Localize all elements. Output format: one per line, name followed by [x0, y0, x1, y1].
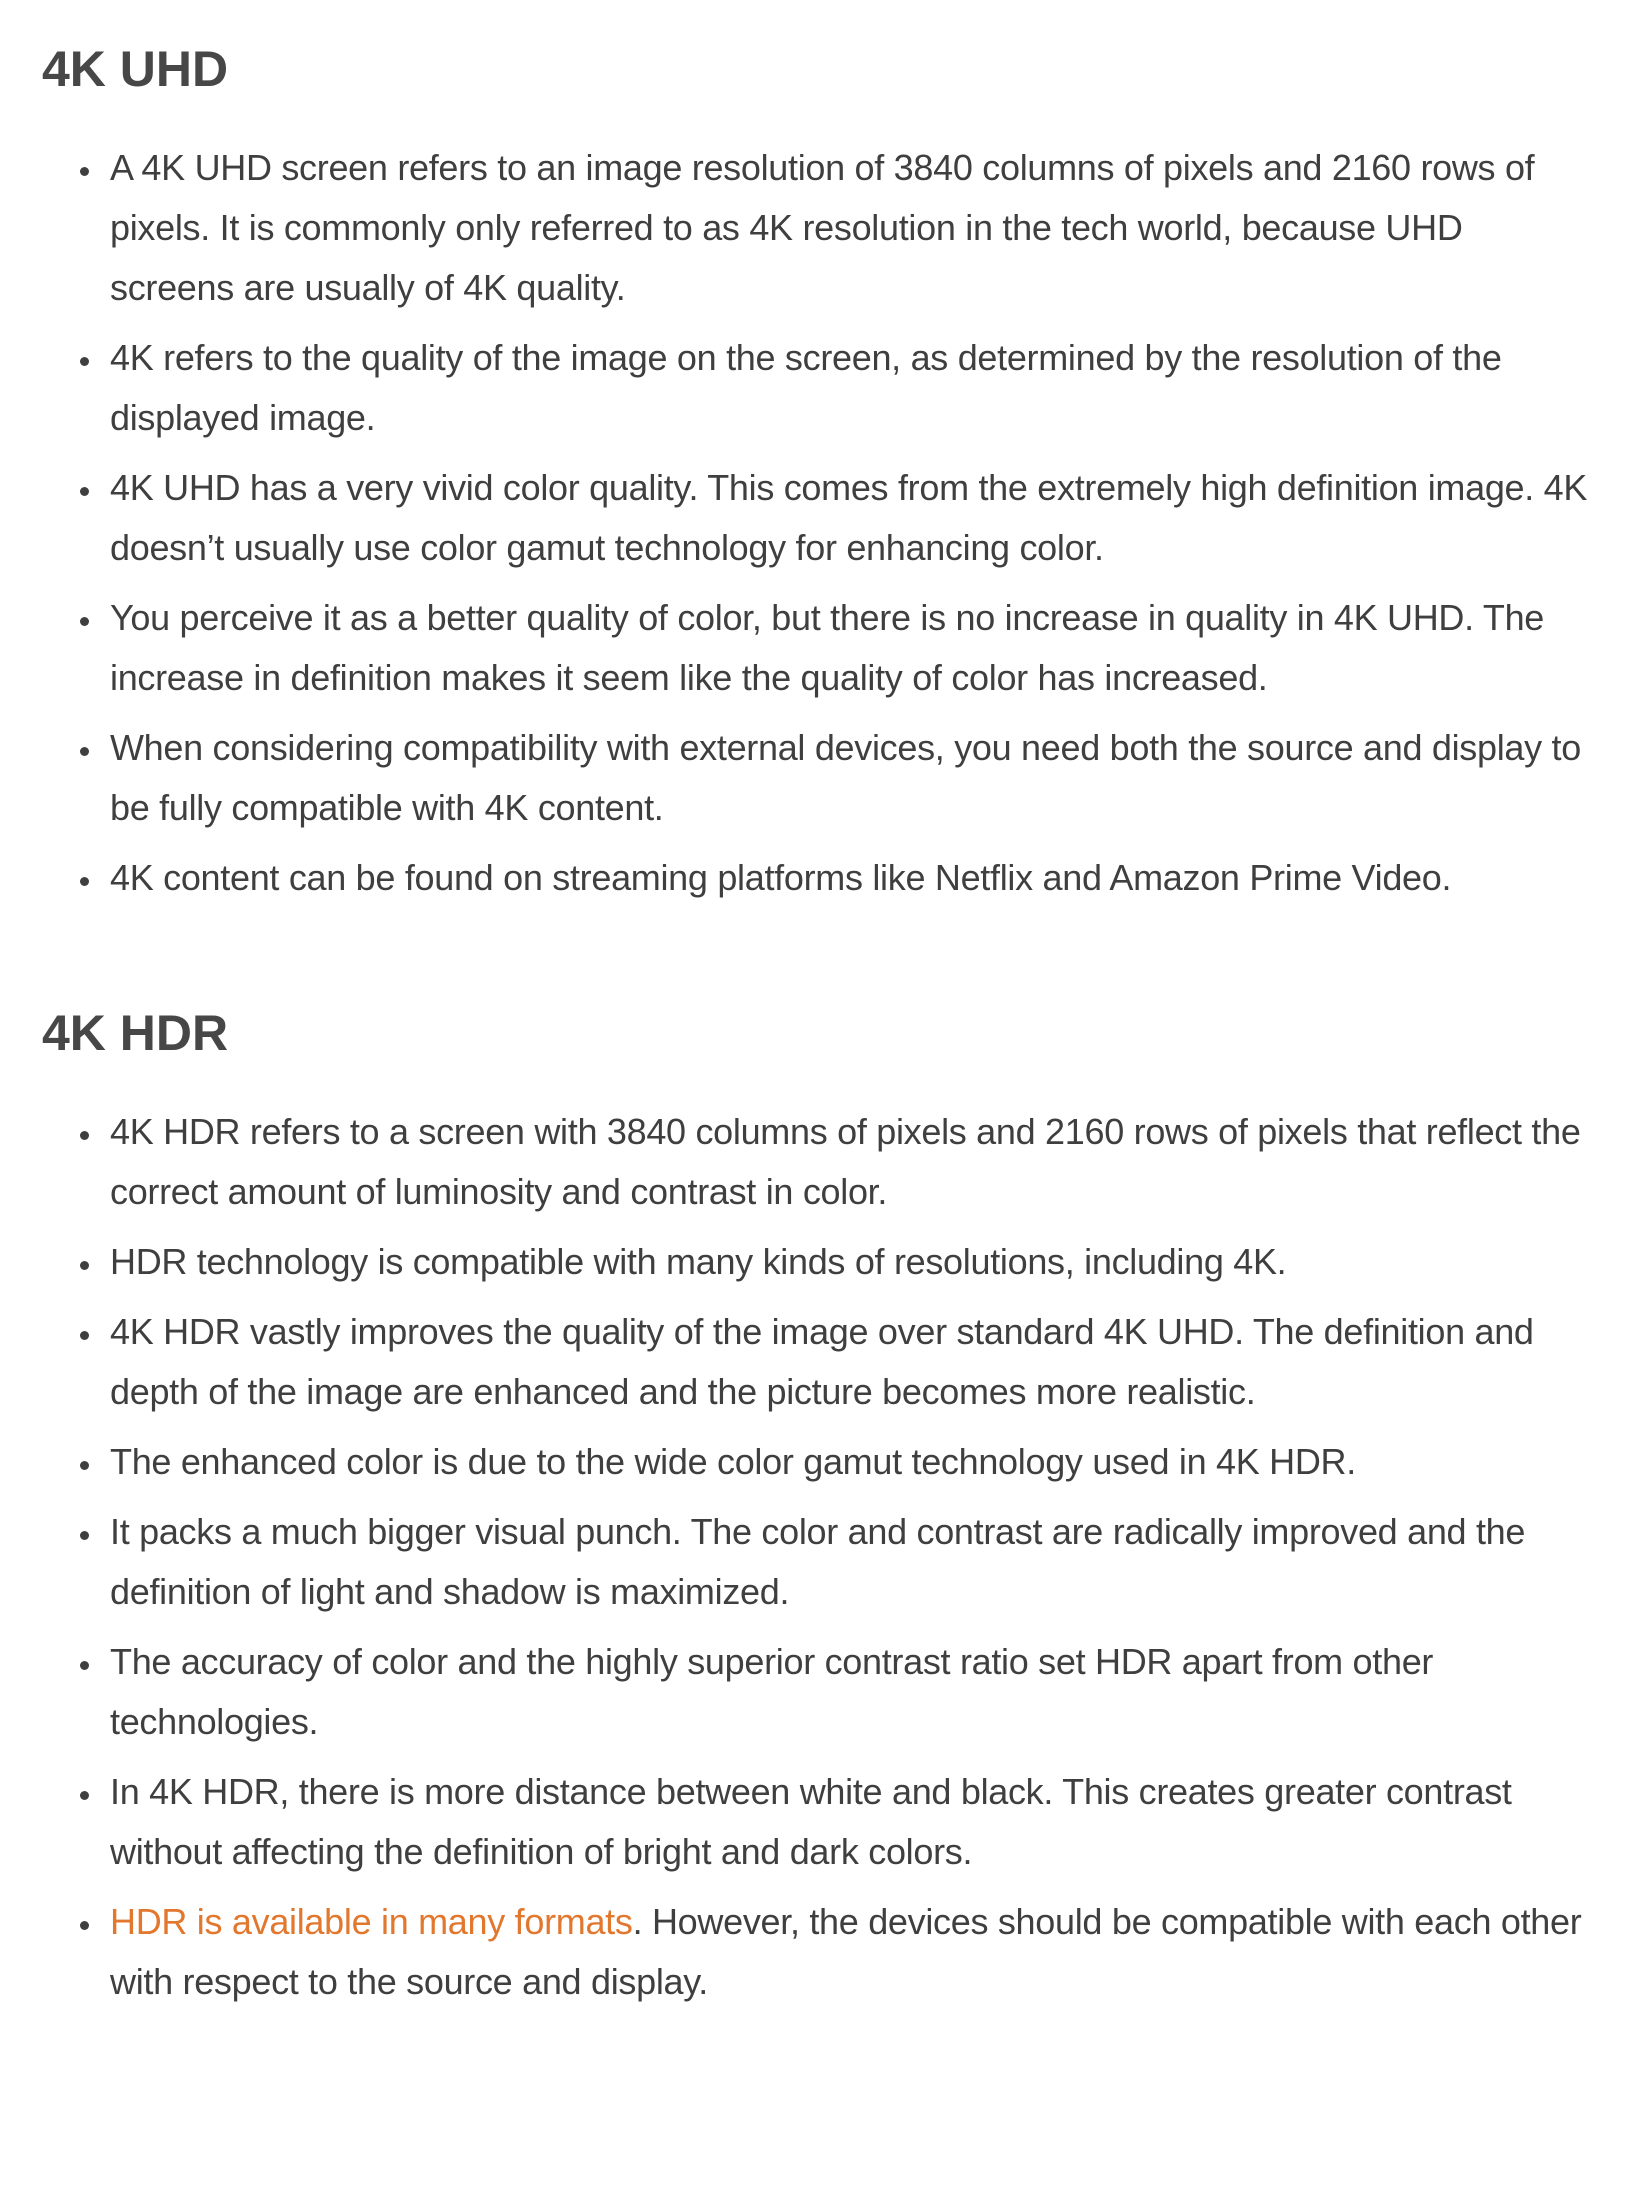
hdr-formats-link[interactable]: HDR is available in many formats — [110, 1901, 633, 1942]
list-item: • It packs a much bigger visual punch. The color and contrast are radically improved and the definition of light and shadow is maximized. — [104, 1502, 1594, 1622]
list-item: • The accuracy of color and the highly superior contrast ratio set HDR apart from other technologies. — [104, 1632, 1594, 1752]
section-title-4k-hdr: 4K HDR — [42, 1005, 229, 1061]
list-item: • In 4K HDR, there is more distance between white and black. This creates greater contrast without affecting the definition of bright and dark colors. — [104, 1762, 1594, 1882]
list-item: • The enhanced color is due to the wide color gamut technology used in 4K HDR. — [104, 1432, 1594, 1492]
list-item: • A 4K UHD screen refers to an image resolution of 3840 columns of pixels and 2160 rows of pixels. It is commonly only referred to as 4K resolution in the tech world, because UHD screens are usually of 4K quality. — [104, 138, 1594, 318]
list-item: • When considering compatibility with external devices, you need both the source and display to be fully compatible with 4K content. — [104, 718, 1594, 838]
list-item — [104, 1892, 1594, 2012]
list-item: • 4K content can be found on streaming platforms like Netflix and Amazon Prime Video. — [104, 848, 1594, 908]
list-item: • 4K HDR refers to a screen with 3840 columns of pixels and 2160 rows of pixels that reflect the correct amount of luminosity and contrast in color. — [104, 1102, 1594, 1222]
list-item: • HDR technology is compatible with many kinds of resolutions, including 4K. — [104, 1232, 1594, 1292]
list-item: • 4K refers to the quality of the image on the screen, as determined by the resolution of the displayed image. — [104, 328, 1594, 448]
list-item: • 4K HDR vastly improves the quality of the image over standard 4K UHD. The definition and depth of the image are enhanced and the picture becomes more realistic. — [104, 1302, 1594, 1422]
list-item-text: . However, the devices should be compatible with each other with respect to the source and display. — [110, 1901, 1582, 2002]
hdr-bullet-list — [42, 1102, 1594, 2012]
uhd-bullet-list — [42, 138, 1594, 908]
section-title-4k-uhd: 4K UHD — [42, 41, 229, 97]
list-item: • 4K UHD has a very vivid color quality. This comes from the extremely high definition image. 4K doesn’t usually use color gamut technology for enhancing color. — [104, 458, 1594, 578]
list-item: • You perceive it as a better quality of color, but there is no increase in quality in 4K UHD. The increase in definition makes it seem like the quality of color has increased. — [104, 588, 1594, 708]
